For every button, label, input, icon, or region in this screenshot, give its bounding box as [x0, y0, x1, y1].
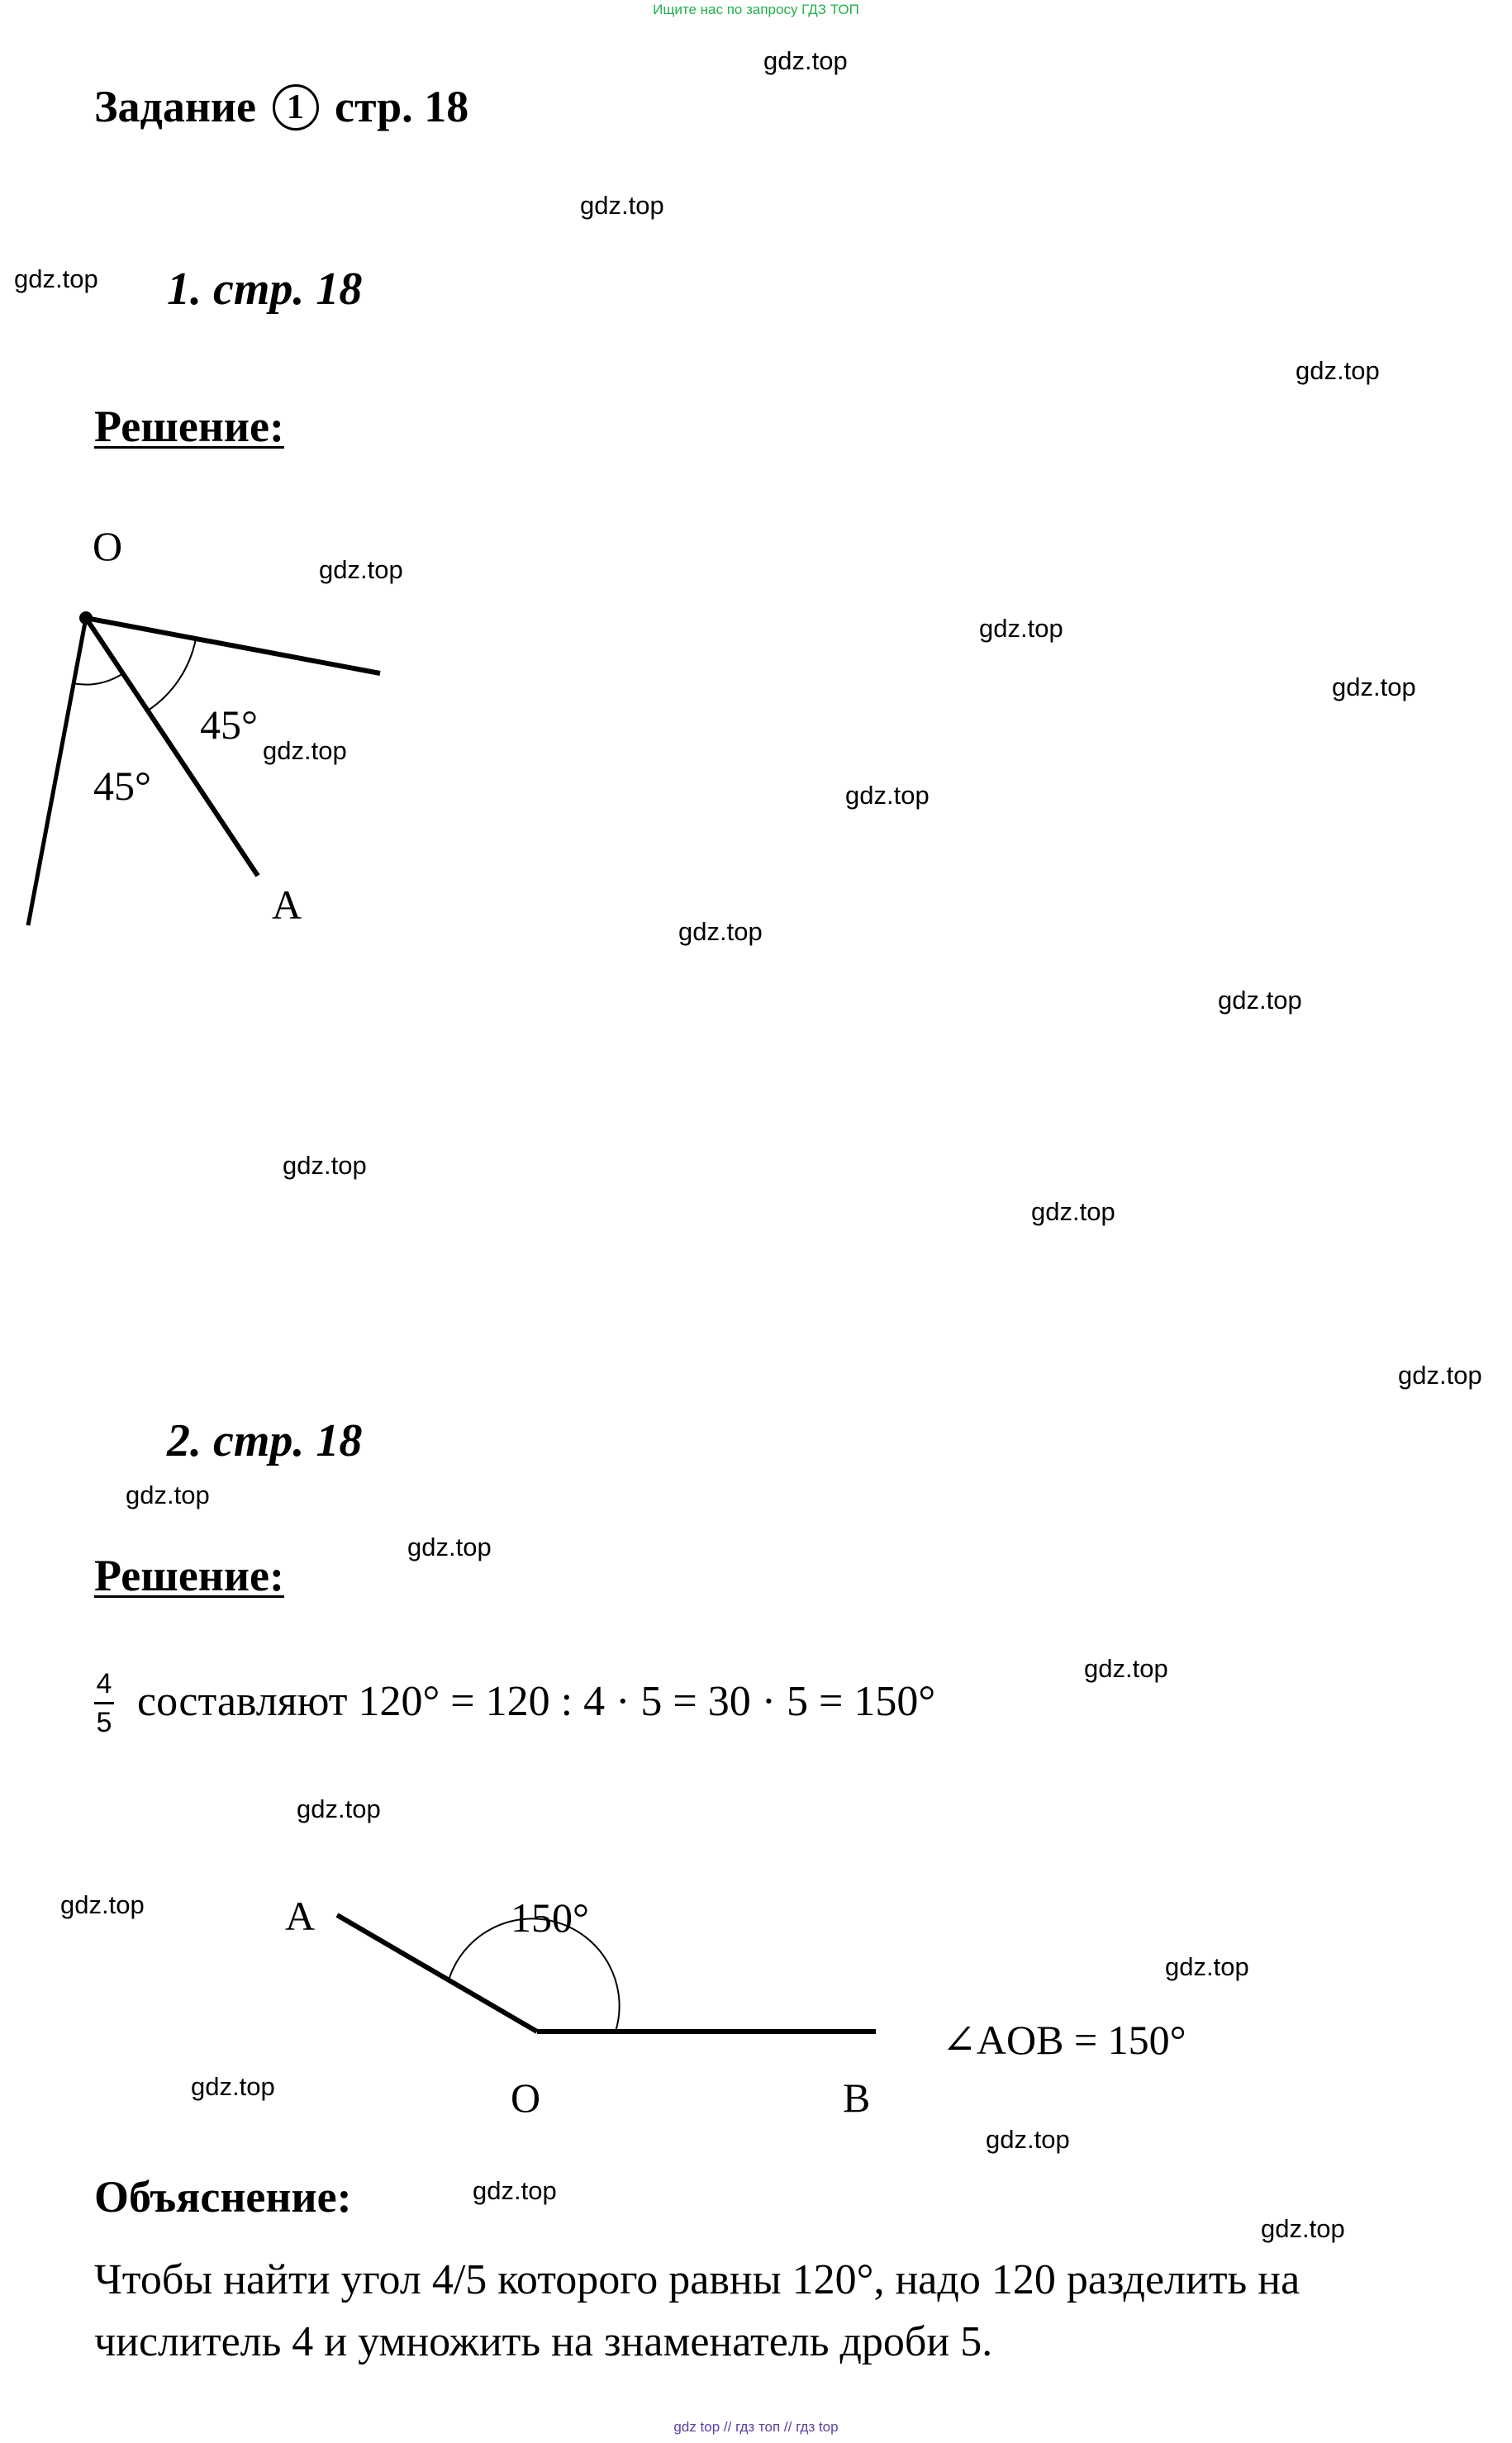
watermark: gdz.top: [1031, 1197, 1115, 1226]
watermark: gdz.top: [191, 2072, 275, 2101]
task2-label-o: O: [511, 2075, 541, 2121]
explanation-label: Объяснение:: [94, 2172, 352, 2222]
watermark: gdz.top: [1332, 673, 1416, 701]
title-prefix: Задание: [94, 82, 257, 131]
watermark: gdz.top: [1261, 2214, 1345, 2243]
watermark: gdz.top: [1084, 1654, 1168, 1683]
header-note: Ищите нас по запросу ГДЗ ТОП: [653, 2, 859, 17]
task2-angle-label: 150°: [511, 1894, 589, 1941]
watermark: gdz.top: [297, 1794, 381, 1823]
watermark: gdz.top: [473, 2176, 557, 2205]
watermark: gdz.top: [126, 1481, 210, 1509]
task-number-badge: 1: [273, 84, 319, 131]
watermark: gdz.top: [763, 46, 848, 75]
watermark: gdz.top: [319, 555, 403, 584]
watermark: gdz.top: [60, 1890, 145, 1919]
watermark: gdz.top: [845, 781, 930, 810]
task1-label-o: O: [93, 523, 123, 569]
watermark: gdz.top: [986, 2125, 1070, 2154]
watermark: gdz.top: [678, 917, 763, 946]
task2-result: ∠AOB = 150°: [942, 2017, 1186, 2063]
task2-solution-label: Решение:: [94, 1551, 284, 1600]
task1-label-a: A: [272, 882, 302, 928]
task1-solution-label: Решение:: [94, 402, 284, 451]
fraction-numerator: 4: [94, 1667, 114, 1704]
watermark: gdz.top: [14, 264, 98, 293]
task1-heading: 1. стр. 18: [167, 264, 363, 315]
watermark: gdz.top: [1218, 986, 1302, 1015]
task2-ray-oa: [337, 1915, 537, 2032]
watermark: gdz.top: [580, 191, 664, 220]
task2-label-a: A: [285, 1893, 316, 1939]
watermark: gdz.top: [407, 1533, 492, 1561]
watermark: gdz.top: [263, 736, 347, 765]
watermark: gdz.top: [1165, 1952, 1249, 1981]
task1-angle-upper-label: 45°: [200, 701, 258, 748]
watermark: gdz.top: [1296, 356, 1380, 385]
task2-equation: составляют 120° = 120 : 4 · 5 = 30 · 5 = 150°: [137, 1678, 936, 1725]
footer: gdz top // гдз топ // гдз top: [673, 2419, 839, 2435]
watermark: gdz.top: [1398, 1361, 1482, 1390]
fraction-denominator: 5: [96, 1707, 112, 1738]
title-suffix: стр. 18: [335, 82, 469, 131]
task1-angle-lower-label: 45°: [93, 763, 151, 809]
watermark: gdz.top: [979, 614, 1063, 643]
task2-label-b: B: [843, 2075, 871, 2121]
task2-heading: 2. стр. 18: [167, 1415, 363, 1466]
explanation-text: Чтобы найти угол 4/5 которого равны 120°, надо 120 разделить на числитель 4 и умножить на знаменатель дроби 5.: [94, 2256, 1300, 2365]
watermark: gdz.top: [283, 1151, 367, 1180]
